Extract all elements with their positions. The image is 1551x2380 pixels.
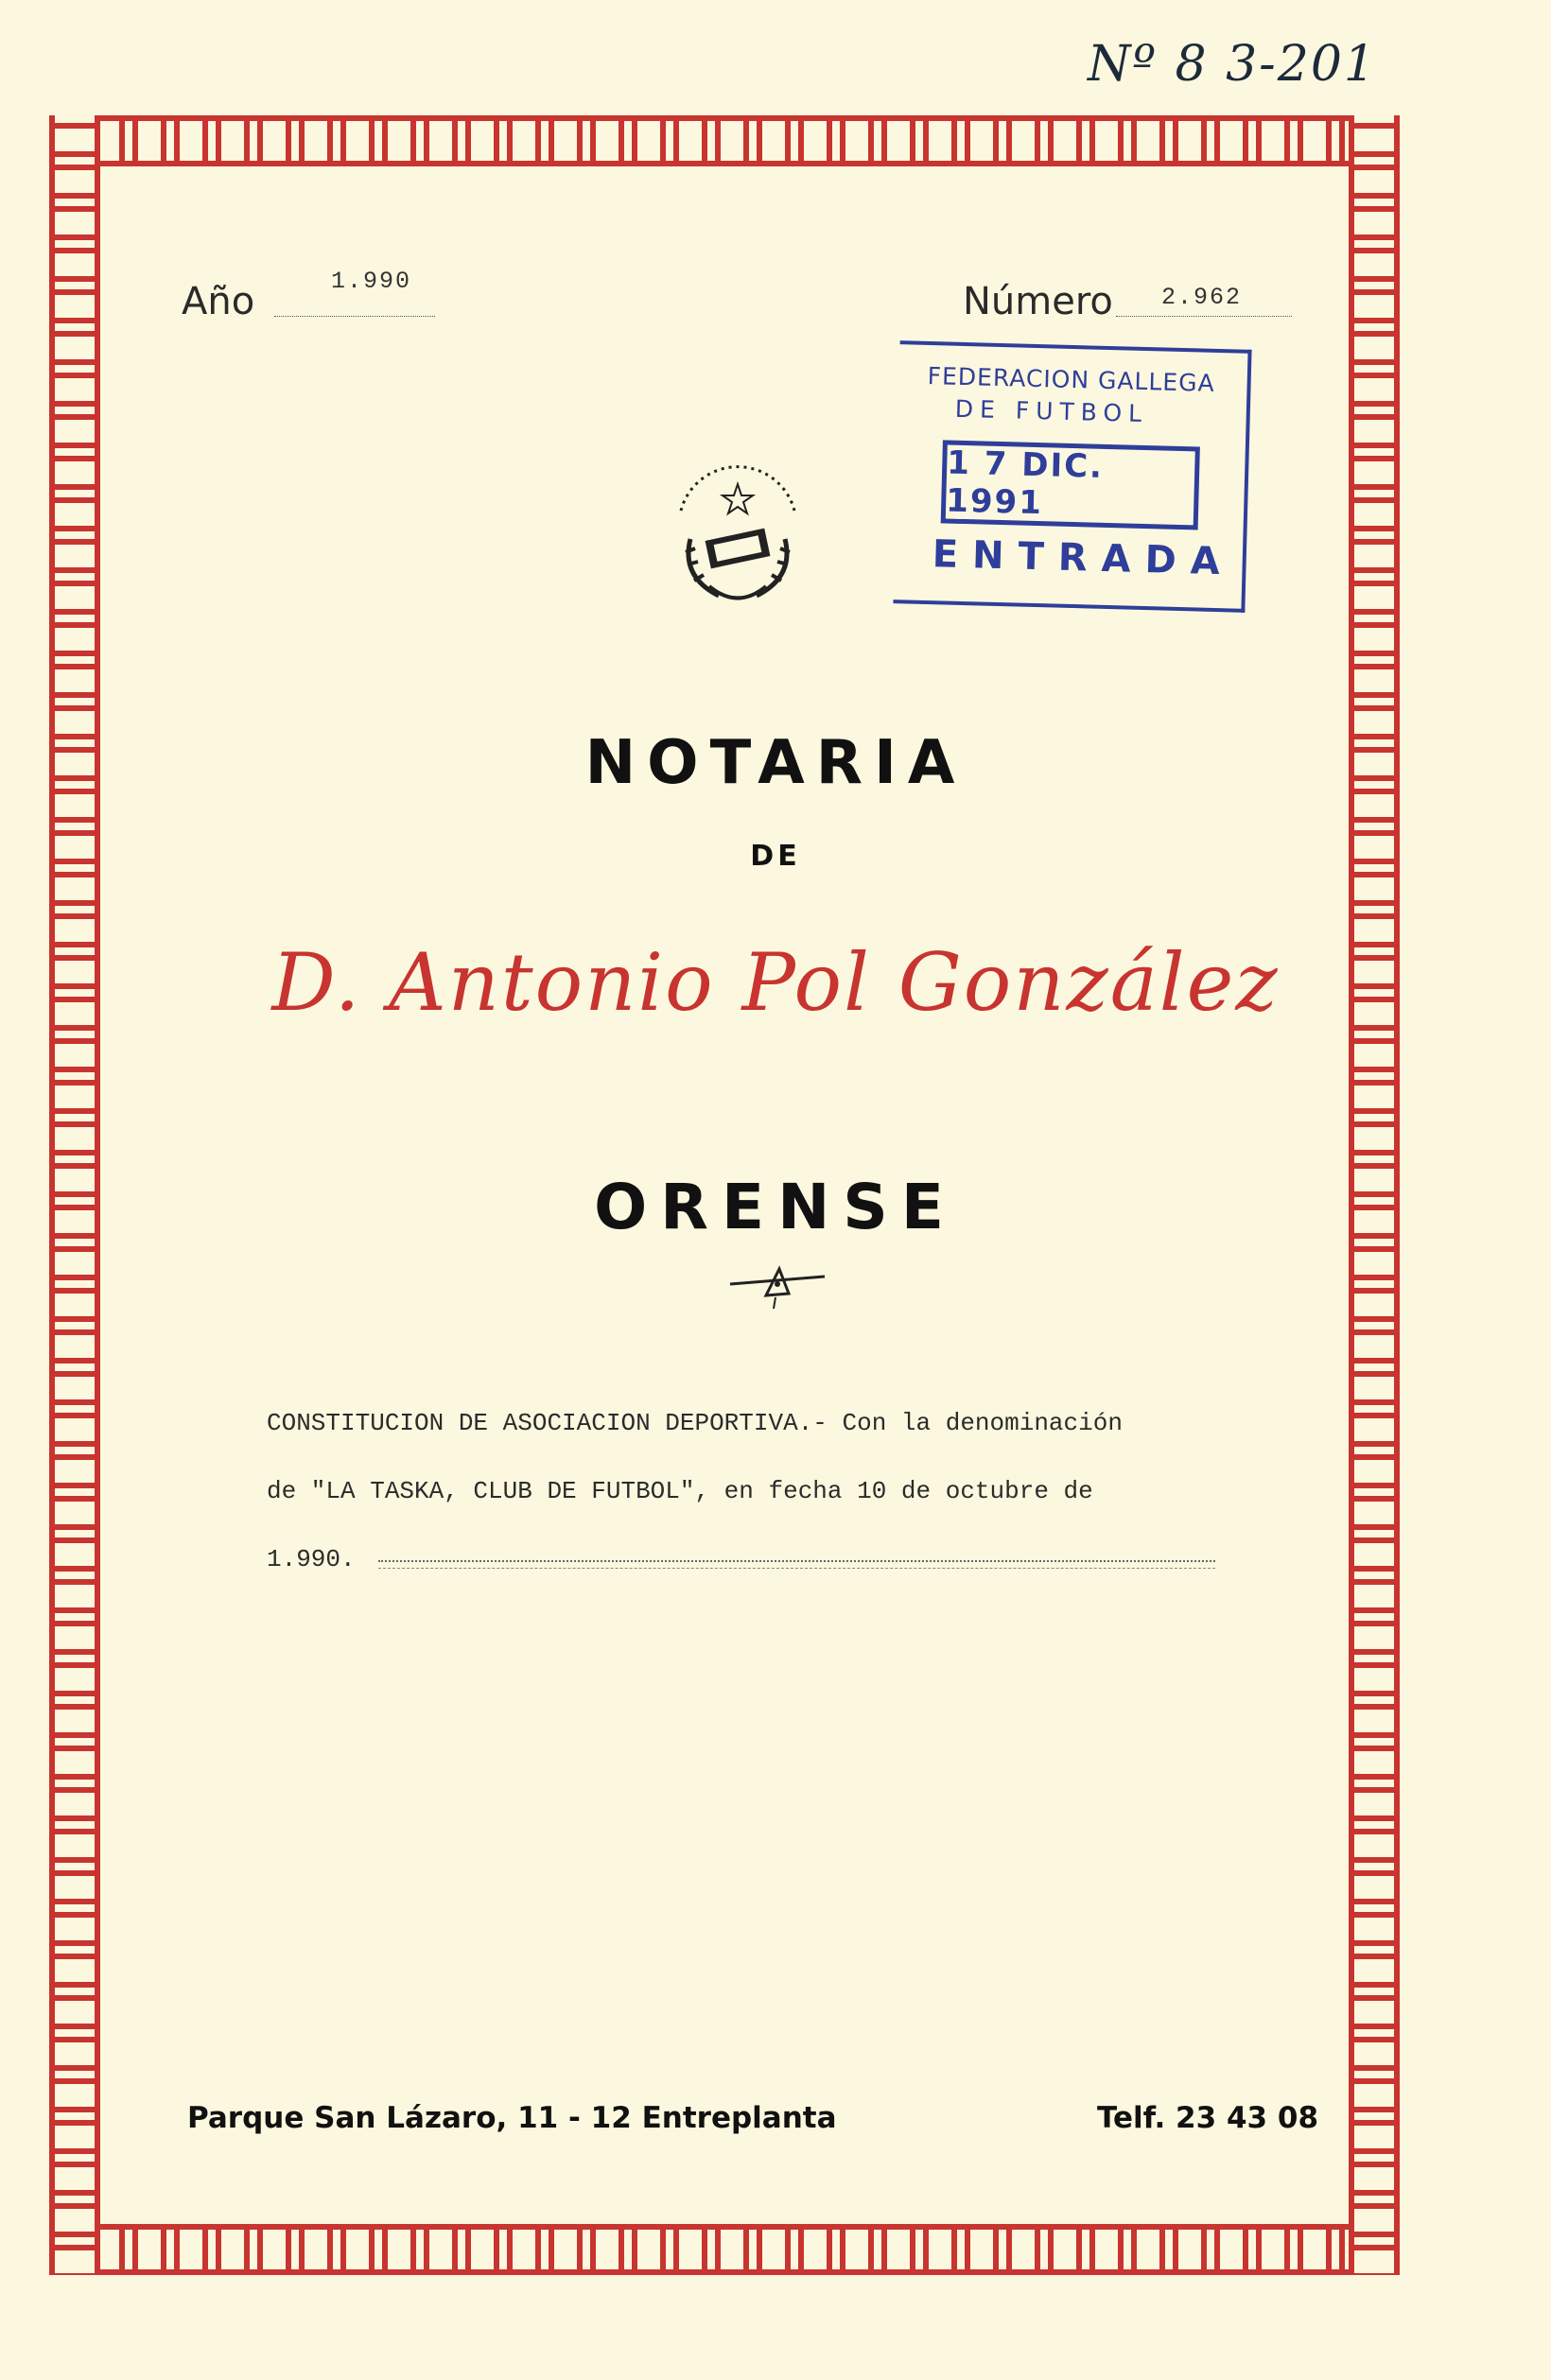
flourish-ornament-icon (721, 1256, 834, 1312)
year-line (274, 316, 435, 317)
body-line-2: de "LA TASKA, CLUB DE FUTBOL", en fecha 10 de octubre de (267, 1477, 1093, 1505)
number-label: Número (963, 280, 1113, 323)
heading-de: DE (750, 840, 801, 873)
number-value: 2.962 (1161, 284, 1243, 311)
footer-address: Parque San Lázaro, 11 - 12 Entreplanta (187, 2101, 837, 2135)
body-fill-line-lower (378, 1568, 1215, 1569)
notary-seal-icon (653, 444, 823, 615)
body-line-1: CONSTITUCION DE ASOCIACION DEPORTIVA.- Con la denominación (267, 1409, 1123, 1437)
stamp-date: 1 7 DIC. 1991 (941, 440, 1200, 530)
handwritten-reference-number: Nº 8 3-201 (1088, 36, 1377, 93)
body-fill-line (378, 1560, 1215, 1562)
year-label: Año (182, 280, 255, 323)
greek-key-border-top (49, 115, 1400, 166)
stamp-entrada-line: ENTRADA (932, 532, 1235, 584)
notary-name: D. Antonio Pol González (271, 936, 1280, 1029)
body-line-3: 1.990. (267, 1545, 356, 1573)
year-value: 1.990 (331, 268, 412, 295)
heading-notaria: NOTARIA (584, 728, 967, 798)
footer-phone: Telf. 23 43 08 (1097, 2101, 1319, 2135)
stamp-futbol-line: DE FUTBOL (954, 394, 1149, 428)
stamp-federation-line: FEDERACION GALLEGA (927, 361, 1216, 397)
number-line (1116, 316, 1292, 317)
federation-entry-stamp (893, 340, 1251, 613)
greek-key-border-bottom (49, 2224, 1400, 2275)
heading-city: ORENSE (594, 1171, 957, 1243)
